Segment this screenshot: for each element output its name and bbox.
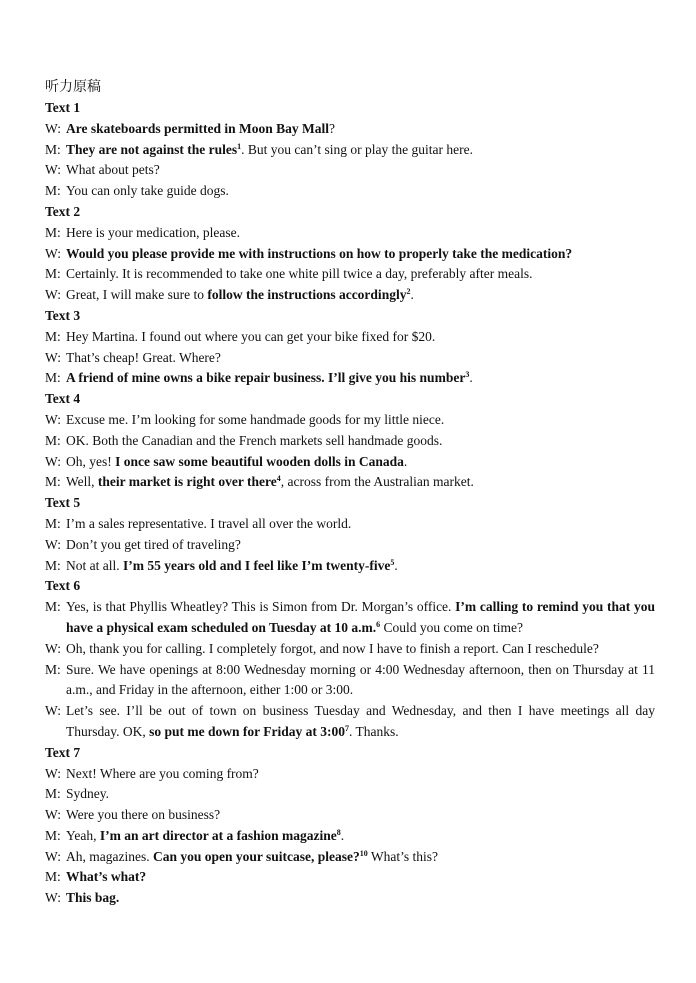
dialogue-line	[45, 244, 655, 265]
dialogue-line	[45, 160, 655, 181]
dialogue-line	[45, 327, 655, 348]
dialogue-line	[45, 285, 655, 306]
transcript-section	[45, 202, 655, 306]
speaker-label: M:	[45, 827, 61, 843]
section-heading: Text 2	[45, 203, 81, 219]
speaker-label: W:	[45, 287, 61, 303]
dialogue-text: .	[394, 557, 398, 573]
dialogue-line	[45, 535, 655, 556]
footnote-marker: 8	[336, 827, 341, 837]
section-heading: Text 6	[45, 578, 81, 594]
dialogue-line	[45, 764, 655, 785]
dialogue-text: OK. Both the Canadian and the French markets sell handmade goods.	[66, 432, 443, 448]
dialogue-text: Here is your medication, please.	[66, 224, 240, 240]
dialogue-text: Were you there on business?	[66, 807, 221, 823]
section-heading: Text 4	[45, 391, 81, 407]
speaker-label: W:	[45, 411, 61, 427]
dialogue-text: Ah, magazines.	[66, 848, 153, 864]
dialogue-text: Next! Where are you coming from?	[66, 765, 259, 781]
footnote-marker: 7	[345, 723, 349, 733]
dialogue-text: . Thanks.	[349, 723, 399, 739]
dialogue-text: Let’s see. I’ll be out of town on business Tuesday and Wednesday, and then I have meetings all day Thursday. OK,	[66, 703, 655, 739]
speaker-label: M:	[45, 786, 61, 802]
dialogue-text: Well,	[66, 474, 98, 490]
dialogue-text: What’s this?	[367, 848, 439, 864]
speaker-label: W:	[45, 453, 61, 469]
speaker-label: W:	[45, 765, 61, 781]
dialogue-line	[45, 597, 655, 639]
speaker-label: M:	[45, 599, 61, 615]
dialogue-text: Certainly. It is recommended to take one white pill twice a day, preferably after meals.	[66, 266, 533, 282]
key-phrase: I once saw some beautiful wooden dolls in Canada	[115, 453, 404, 469]
dialogue-text: I’m a sales representative. I travel all over the world.	[66, 515, 352, 531]
dialogue-text: Oh, thank you for calling. I completely forgot, and now I have to finish a report. Can I reschedule?	[66, 640, 599, 656]
transcript-page	[45, 76, 655, 909]
speaker-label: W:	[45, 890, 61, 906]
dialogue-line	[45, 660, 655, 702]
speaker-label: W:	[45, 536, 61, 552]
dialogue-line	[45, 701, 655, 743]
dialogue-line	[45, 223, 655, 244]
dialogue-text: . But you can’t sing or play the guitar here.	[241, 141, 473, 157]
dialogue-line	[45, 264, 655, 285]
speaker-label: M:	[45, 328, 61, 344]
speaker-label: W:	[45, 640, 61, 656]
dialogue-text: .	[410, 287, 414, 303]
dialogue-text: Oh, yes!	[66, 453, 116, 469]
dialogue-text: Not at all.	[66, 557, 123, 573]
speaker-label: M:	[45, 141, 61, 157]
speaker-label: M:	[45, 869, 61, 885]
speaker-label: M:	[45, 183, 61, 199]
transcript-section	[45, 743, 655, 909]
transcript-body	[45, 98, 655, 909]
dialogue-text: Sydney.	[66, 786, 109, 802]
dialogue-line	[45, 181, 655, 202]
dialogue-text: Great, I will make sure to	[66, 287, 208, 303]
key-phrase: Are skateboards permitted in Moon Bay Mall	[66, 120, 329, 136]
speaker-label: W:	[45, 703, 61, 719]
dialogue-line	[45, 452, 655, 473]
section-heading: Text 7	[45, 744, 81, 760]
dialogue-text: .	[469, 370, 473, 386]
dialogue-line	[45, 784, 655, 805]
key-phrase: so put me down for Friday at 3:00	[149, 723, 345, 739]
page-title: 听力原稿	[45, 79, 101, 95]
dialogue-text: .	[403, 453, 408, 469]
footnote-marker: 4	[276, 474, 281, 484]
key-phrase: A friend of mine owns a bike repair business. I’ll give you his number	[66, 370, 466, 386]
footnote-marker: 2	[406, 287, 411, 297]
dialogue-line	[45, 826, 655, 847]
speaker-label: M:	[45, 474, 61, 490]
footnote-marker: 6	[376, 619, 381, 629]
dialogue-line	[45, 556, 655, 577]
dialogue-line	[45, 888, 655, 909]
transcript-section	[45, 389, 655, 493]
dialogue-line	[45, 805, 655, 826]
speaker-label: M:	[45, 432, 61, 448]
dialogue-line	[45, 348, 655, 369]
footnote-marker: 10	[359, 848, 368, 858]
speaker-label: M:	[45, 661, 61, 677]
dialogue-text: Excuse me. I’m looking for some handmade goods for my little niece.	[66, 411, 445, 427]
footnote-marker: 5	[390, 557, 395, 567]
dialogue-text: Yes, is that Phyllis Wheatley? This is Simon from Dr. Morgan’s office.	[66, 599, 456, 615]
dialogue-text: Sure. We have openings at 8:00 Wednesday morning or 4:00 Wednesday afternoon, then on Thursday at 11 a.m., and Friday in the afternoon, either 1:00 or 3:00.	[66, 661, 655, 698]
dialogue-line	[45, 847, 655, 868]
speaker-label: W:	[45, 807, 61, 823]
section-heading: Text 3	[45, 307, 81, 323]
speaker-label: W:	[45, 848, 61, 864]
speaker-label: M:	[45, 515, 61, 531]
key-phrase: I’m an art director at a fashion magazine	[99, 827, 337, 843]
key-phrase: This bag.	[66, 890, 120, 906]
dialogue-line	[45, 639, 655, 660]
dialogue-text: You can only take guide dogs.	[66, 183, 229, 199]
dialogue-line	[45, 867, 655, 888]
key-phrase: Can you open your suitcase, please?	[152, 848, 360, 864]
speaker-label: W:	[45, 120, 61, 136]
dialogue-text: Don’t you get tired of traveling?	[66, 536, 241, 552]
speaker-label: M:	[45, 370, 61, 386]
dialogue-line	[45, 119, 655, 140]
speaker-label: W:	[45, 349, 61, 365]
dialogue-line	[45, 514, 655, 535]
key-phrase: They are not against the rules	[66, 141, 238, 157]
dialogue-text: Could you come on time?	[380, 619, 524, 635]
key-phrase: their market is right over there	[97, 474, 277, 490]
dialogue-text: , across from the Australian market.	[280, 474, 474, 490]
dialogue-line	[45, 410, 655, 431]
key-phrase: I’m 55 years old and I feel like I’m twenty-five	[123, 557, 391, 573]
dialogue-text: ?	[329, 120, 335, 136]
section-heading: Text 1	[45, 100, 81, 115]
dialogue-text: Yeah,	[66, 827, 100, 843]
key-phrase: I’m calling to remind you that you have a physical exam scheduled on Tuesday at 10 a.m.	[66, 599, 655, 635]
section-heading: Text 5	[45, 495, 81, 511]
footnote-marker: 3	[465, 370, 470, 380]
dialogue-text: Hey Martina. I found out where you can get your bike fixed for $20.	[66, 328, 436, 344]
speaker-label: M:	[45, 266, 61, 282]
transcript-section	[45, 576, 655, 742]
dialogue-text: .	[340, 827, 345, 843]
dialogue-line	[45, 431, 655, 452]
transcript-section	[45, 306, 655, 389]
dialogue-text: What about pets?	[66, 162, 160, 178]
transcript-section	[45, 98, 655, 202]
transcript-section	[45, 493, 655, 576]
speaker-label: M:	[45, 557, 61, 573]
footnote-marker: 1	[237, 141, 242, 151]
dialogue-line	[45, 140, 655, 161]
speaker-label: M:	[45, 224, 61, 240]
key-phrase: Would you please provide me with instructions on how to properly take the medication?	[66, 245, 573, 261]
dialogue-line	[45, 368, 655, 389]
key-phrase: follow the instructions accordingly	[207, 287, 407, 303]
dialogue-line	[45, 472, 655, 493]
key-phrase: What’s what?	[66, 869, 147, 885]
speaker-label: W:	[45, 162, 61, 178]
speaker-label: W:	[45, 245, 61, 261]
dialogue-text: That’s cheap! Great. Where?	[66, 349, 221, 365]
